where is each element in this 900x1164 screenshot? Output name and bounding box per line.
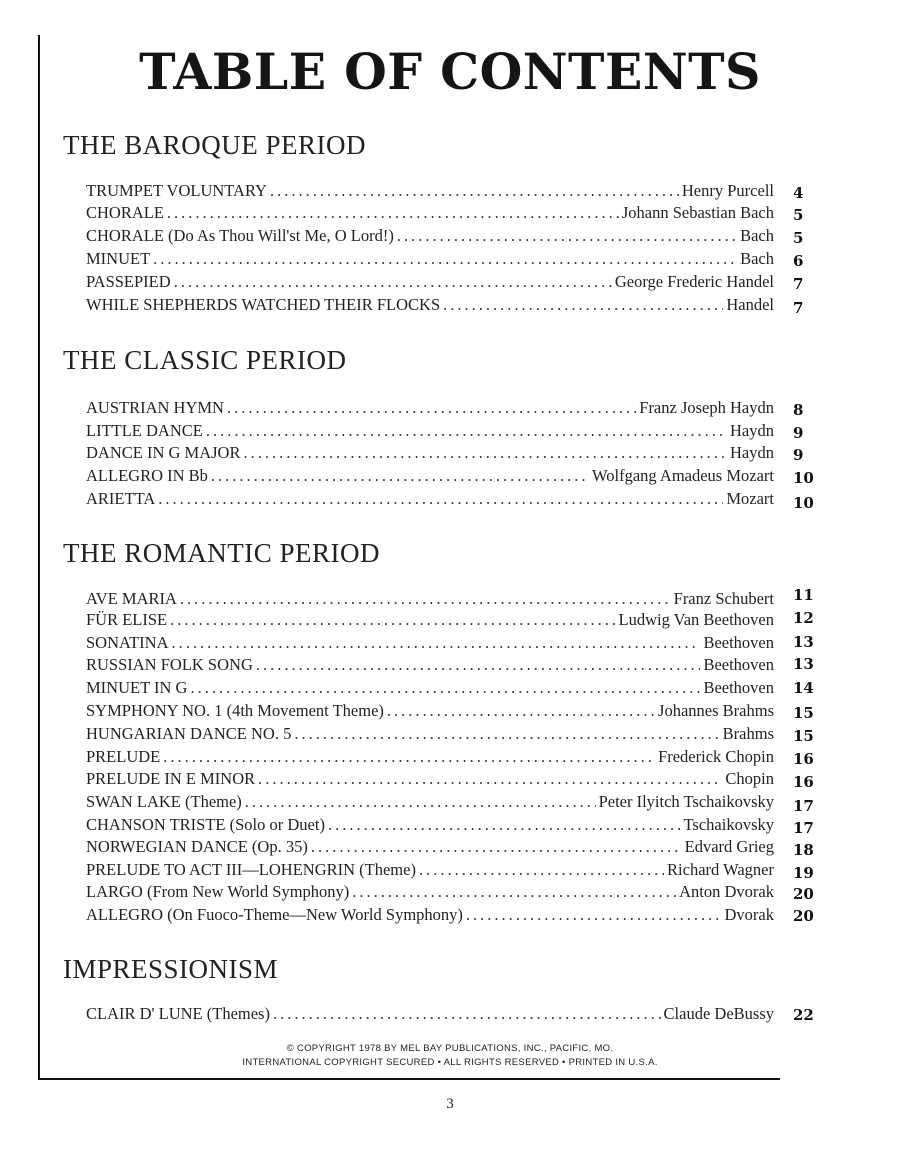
composer-name: Franz Schubert [673,589,774,608]
piece-title: DANCE IN G MAJOR [86,443,241,462]
toc-entry [86,466,774,488]
page-number: 22 [793,1006,814,1024]
toc-entry [86,295,774,317]
page-number: 7 [793,299,804,317]
composer-name: Chopin [725,769,774,788]
composer-name: Bach [740,249,774,268]
composer-name: Brahms [722,724,774,743]
toc-entry [86,203,774,225]
toc-entry [86,610,774,632]
dot-leader [419,860,664,880]
page-number: 7 [793,275,804,293]
dot-leader [170,610,615,630]
piece-title: CHORALE [86,203,164,222]
piece-title: PASSEPIED [86,272,171,291]
composer-name: Frederick Chopin [658,747,774,766]
piece-title: LARGO (From New World Symphony) [86,882,350,901]
page-number: 11 [793,586,814,604]
page-number: 13 [793,655,814,673]
piece-title: PRELUDE [86,747,161,766]
section-heading-baroque: THE BAROQUE PERIOD [63,130,366,160]
composer-name: Beethoven [703,678,774,697]
page-number: 19 [793,864,814,882]
dot-leader [387,701,655,721]
dot-leader [397,226,737,246]
toc-entry [86,747,774,769]
composer-name: Beethoven [703,655,774,674]
piece-title: TRUMPET VOLUNTARY [86,181,267,200]
piece-title: SYMPHONY NO. 1 (4th Movement Theme) [86,701,384,720]
composer-name: Peter Ilyitch Tschaikovsky [598,792,774,811]
toc-entry [86,489,774,511]
dot-leader [174,272,612,292]
composer-name: Beethoven [703,633,774,652]
composer-name: Edvard Grieg [684,837,774,856]
toc-entry [86,1004,774,1026]
toc-entry [86,181,774,203]
dot-leader [273,1004,661,1024]
piece-title: ALLEGRO IN Bb [86,466,208,485]
dot-leader [294,724,719,744]
toc-entry [86,249,774,271]
piece-title: NORWEGIAN DANCE (Op. 35) [86,837,308,856]
composer-name: Johannes Brahms [658,701,774,720]
piece-title: SWAN LAKE (Theme) [86,792,242,811]
toc-entry [86,443,774,465]
toc-entry [86,633,774,655]
toc-entry [86,678,774,700]
toc-entry [86,882,774,904]
piece-title: RUSSIAN FOLK SONG [86,655,253,674]
composer-name: Anton Dvorak [679,882,774,901]
toc-entry [86,769,774,791]
toc-entry [86,792,774,814]
composer-name: Ludwig Van Beethoven [618,610,774,629]
piece-title: ARIETTA [86,489,156,508]
toc-entry [86,272,774,294]
section-heading-impressionism: IMPRESSIONISM [63,954,279,984]
dot-leader [466,905,722,925]
page-number: 10 [793,494,814,512]
composer-name: Tschaikovsky [683,815,774,834]
composer-name: Claude DeBussy [663,1004,774,1023]
composer-name: Franz Joseph Haydn [639,398,774,417]
dot-leader [158,489,723,509]
piece-title: HUNGARIAN DANCE NO. 5 [86,724,292,743]
bottom-rule [38,1078,780,1080]
toc-entry [86,398,774,420]
dot-leader [153,249,737,269]
page-number: 5 [793,206,804,224]
piece-title: SONATINA [86,633,169,652]
piece-title: PRELUDE IN E MINOR [86,769,256,788]
composer-name: Richard Wagner [667,860,774,879]
page-number: 20 [793,885,814,903]
piece-title: PRELUDE TO ACT III—LOHENGRIN (Theme) [86,860,416,879]
dot-leader [243,443,727,463]
page-number: 10 [793,469,814,487]
section-heading-classic: THE CLASSIC PERIOD [63,345,347,375]
dot-leader [245,792,596,812]
dot-leader [211,466,589,486]
page-number: 4 [793,184,804,202]
page-number: 5 [793,229,804,247]
page-number: 9 [793,446,804,464]
piece-title: AUSTRIAN HYMN [86,398,224,417]
dot-leader [328,815,681,835]
page-number: 17 [793,819,814,837]
page-number: 16 [793,773,814,791]
copyright-line-1: © COPYRIGHT 1978 BY MEL BAY PUBLICATIONS, INC., PACIFIC, MO. [286,1043,614,1054]
page-number: 6 [793,252,804,270]
toc-entry [86,589,774,611]
piece-title: WHILE SHEPHERDS WATCHED THEIR FLOCKS [86,295,441,314]
page-number: 12 [793,609,814,627]
dot-leader [180,589,671,609]
composer-name: Henry Purcell [681,181,774,200]
composer-name: Bach [740,226,774,245]
dot-leader [270,181,679,201]
folio-page-number: 3 [446,1096,454,1112]
composer-name: Mozart [726,489,774,508]
toc-entry [86,226,774,248]
dot-leader [256,655,701,675]
piece-title: FÜR ELISE [86,610,168,629]
composer-name: Haydn [730,443,774,462]
page-title: TABLE OF CONTENTS [139,42,761,101]
dot-leader [163,747,655,767]
piece-title: MINUET [86,249,151,268]
composer-name: Johann Sebastian Bach [621,203,774,222]
page-number: 9 [793,424,804,442]
toc-entry [86,837,774,859]
piece-title: LITTLE DANCE [86,421,203,440]
dot-leader [227,398,636,418]
page-number: 18 [793,841,814,859]
section-heading-romantic: THE ROMANTIC PERIOD [63,538,380,568]
page-number: 17 [793,797,814,815]
piece-title: ALLEGRO (On Fuoco-Theme—New World Symphony) [86,905,463,924]
piece-title: MINUET IN G [86,678,188,697]
composer-name: Haydn [730,421,774,440]
left-rule [38,35,40,1080]
piece-title: CLAIR D' LUNE (Themes) [86,1004,270,1023]
page-number: 15 [793,727,814,745]
dot-leader [258,769,722,789]
composer-name: Wolfgang Amadeus Mozart [592,466,774,485]
toc-entry [86,655,774,677]
toc-entry [86,701,774,723]
page-number: 14 [793,679,814,697]
dot-leader [352,882,676,902]
page-number: 16 [793,750,814,768]
toc-entry [86,905,774,927]
piece-title: CHORALE (Do As Thou Will'st Me, O Lord!) [86,226,394,245]
dot-leader [311,837,682,857]
dot-leader [167,203,619,223]
dot-leader [443,295,723,315]
piece-title: CHANSON TRISTE (Solo or Duet) [86,815,325,834]
dot-leader [190,678,700,698]
composer-name: Handel [726,295,774,314]
page-number: 20 [793,907,814,925]
toc-entry [86,421,774,443]
composer-name: Dvorak [724,905,774,924]
toc-entry [86,724,774,746]
toc-entry [86,860,774,882]
dot-leader [206,421,727,441]
piece-title: AVE MARIA [86,589,177,608]
dot-leader [172,633,701,653]
toc-entry [86,815,774,837]
page-number: 8 [793,401,804,419]
page-number: 13 [793,633,814,651]
page-number: 15 [793,704,814,722]
copyright-line-2: INTERNATIONAL COPYRIGHT SECURED • ALL RIGHTS RESERVED • PRINTED IN U.S.A. [242,1057,658,1068]
composer-name: George Frederic Handel [614,272,774,291]
